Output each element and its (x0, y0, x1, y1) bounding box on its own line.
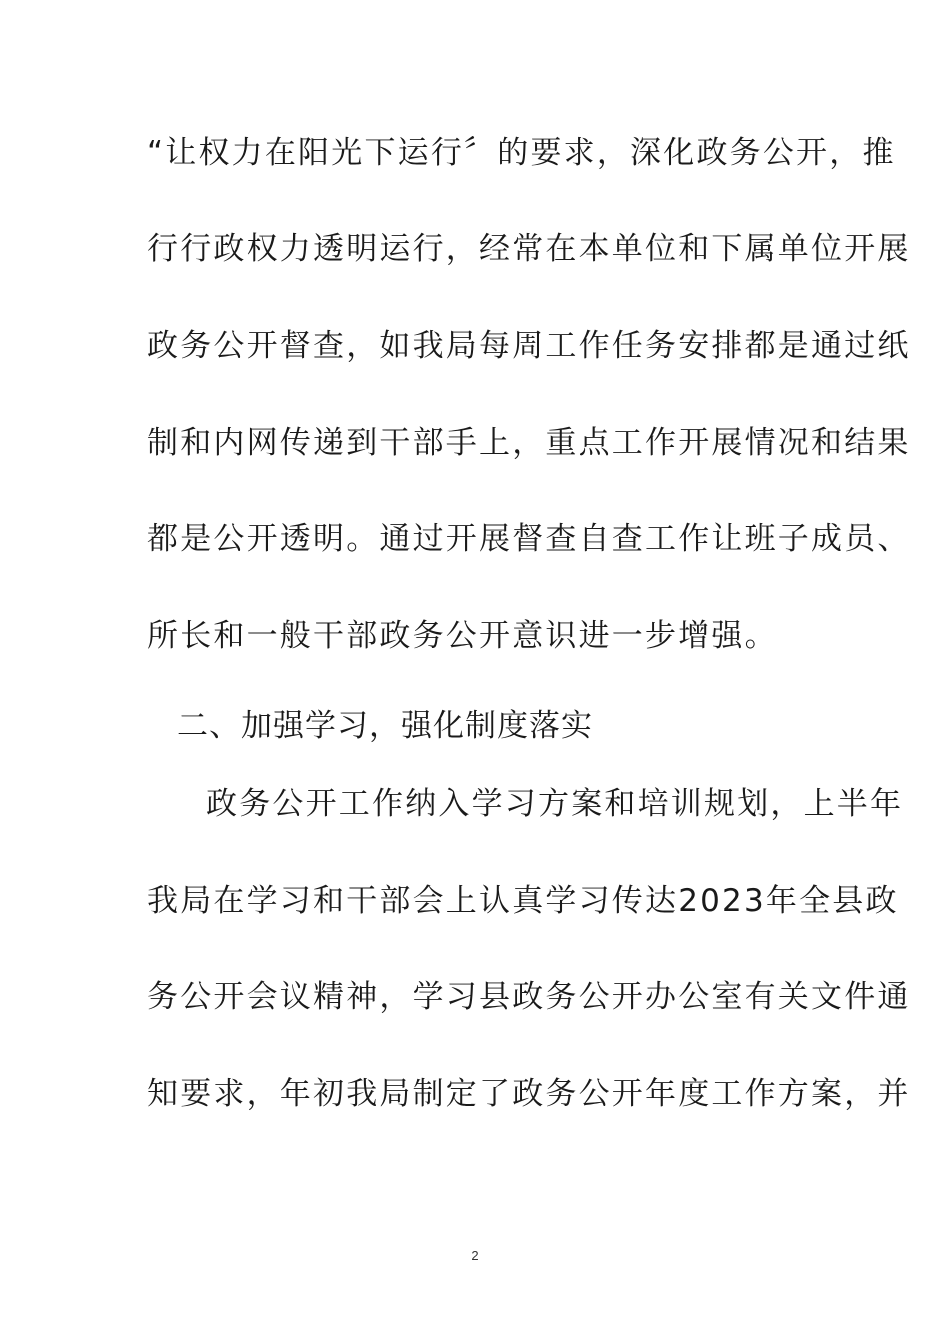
section-heading: 二、加强学习，强化制度落实 (177, 708, 593, 744)
paragraph-line: 制和内网传递到干部手上，重点工作开展情况和结果 (147, 425, 911, 461)
paragraph-line: 知要求，年初我局制定了政务公开年度工作方案，并 (147, 1076, 911, 1112)
paragraph-line: 我局在学习和干部会上认真学习传达2023年全县政 (147, 883, 899, 919)
paragraph-line: 政务公开工作纳入学习方案和培训规划，上半年 (206, 786, 904, 822)
paragraph-line: 都是公开透明。通过开展督查自查工作让班子成员、 (147, 521, 911, 557)
paragraph-line: 务公开会议精神，学习县政务公开办公室有关文件通 (147, 979, 911, 1015)
paragraph-line: “让权力在阳光下运行〞的要求，深化政务公开，推 (147, 135, 896, 171)
paragraph-line: 政务公开督查，如我局每周工作任务安排都是通过纸 (147, 328, 911, 364)
page-number: 2 (471, 1248, 479, 1263)
paragraph-line: 行行政权力透明运行，经常在本单位和下属单位开展 (147, 231, 911, 267)
paragraph-line: 所长和一般干部政务公开意识进一步增强。 (147, 618, 778, 654)
